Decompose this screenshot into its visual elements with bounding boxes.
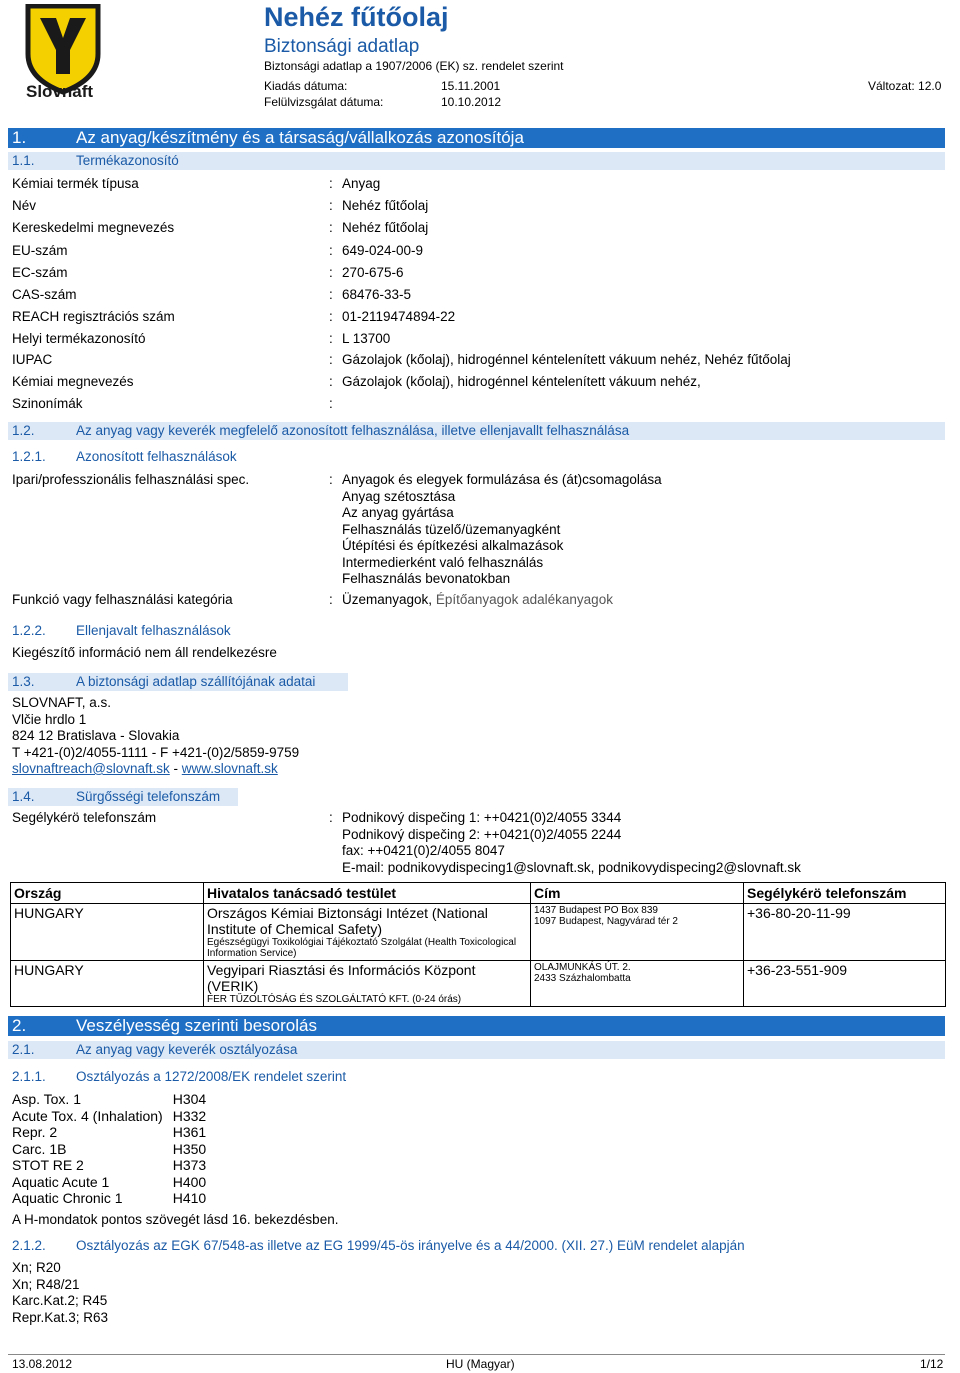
address-cell — [531, 961, 744, 1007]
address-line: 1437 Budapest PO Box 839 — [534, 905, 658, 916]
supplier-line: SLOVNAFT, a.s. — [12, 695, 112, 710]
hazard-statement: H373 — [172, 1157, 207, 1173]
identifier-label: REACH regisztrációs szám — [12, 309, 175, 324]
emergency-line: E-mail: podnikovydispecing1@slovnaft.sk, podnikovydispecing2@slovnaft.sk — [342, 859, 801, 875]
identifier-row — [12, 220, 960, 238]
identifier-row — [12, 243, 960, 261]
supplier-email-link[interactable]: slovnaftreach@slovnaft.sk — [12, 761, 170, 776]
use-item: Útépítési és építkezési alkalmazások — [342, 538, 564, 553]
hazard-class: Aquatic Chronic 1 — [12, 1190, 123, 1206]
emergency-line: fax: ++0421(0)2/4055 8047 — [342, 843, 505, 858]
section-title: Veszélyesség szerinti besorolás — [76, 1016, 317, 1035]
identifier-label: Kémiai termék típusa — [12, 176, 139, 191]
section-title: Sürgősségi telefonszám — [76, 789, 221, 804]
section-title: Termékazonosító — [76, 153, 179, 168]
emergency-line: Podnikový dispečing 2: ++0421(0)2/4055 2244 — [342, 826, 622, 842]
emergency-contacts-table — [10, 882, 946, 1007]
hazard-class: Aquatic Acute 1 — [12, 1173, 110, 1190]
hazard-class: Carc. 1B — [12, 1140, 67, 1157]
identifier-colon: : — [329, 176, 333, 191]
classification-table — [12, 1091, 216, 1207]
hazard-statement: H304 — [172, 1091, 207, 1107]
advisory-body-detail: FER TŰZOLTÓSÁG ÉS SZOLGÁLTATÓ KFT. (0-24 órás) — [207, 994, 462, 1005]
identifier-value: Anyag — [342, 176, 381, 191]
r-phrase: Repr.Kat.3; R63 — [12, 1309, 109, 1325]
table-row — [11, 961, 946, 1007]
use-item: Anyag szétosztása — [342, 488, 456, 504]
section-1-2-1-number: 1.2.1. — [12, 449, 46, 464]
address-cell — [531, 904, 744, 961]
hazard-class: Acute Tox. 4 (Inhalation) — [12, 1107, 163, 1124]
address-line: 1097 Budapest, Nagyvárad tér 2 — [534, 916, 678, 927]
function-label: Funkció vagy felhasználási kategória — [12, 592, 233, 607]
r-phrase: Xn; R20 — [12, 1260, 61, 1275]
no-info-text: Kiegészítő információ nem áll rendelkezésre — [12, 645, 277, 660]
emergency-colon: : — [329, 810, 333, 825]
function-value-1: Üzemanyagok, — [342, 592, 433, 607]
use-item: Intermedierként való felhasználás — [342, 554, 544, 570]
address-line: 2433 Százhalombatta — [534, 973, 631, 984]
section-title: Az anyag vagy keverék osztályozása — [76, 1042, 298, 1057]
phone-cell: +36-23-551-909 — [744, 961, 946, 1007]
section-1-header — [8, 128, 945, 148]
identifier-colon: : — [329, 374, 333, 389]
version-text: Változat: 12.0 — [868, 79, 942, 93]
identifier-value: Nehéz fűtőolaj — [342, 198, 429, 213]
identifier-row — [12, 287, 960, 305]
identifier-row — [12, 265, 960, 283]
r-phrase: Xn; R48/21 — [12, 1276, 80, 1292]
identifier-label: IUPAC — [12, 352, 53, 367]
supplier-contacts — [12, 761, 278, 776]
hazard-class: STOT RE 2 — [12, 1157, 84, 1173]
use-item: Az anyag gyártása — [342, 505, 454, 520]
identifier-colon: : — [329, 198, 333, 213]
supplier-line: T +421-(0)2/4055-1111 - F +421-(0)2/5859-9759 — [12, 744, 300, 760]
identifier-row — [12, 352, 960, 370]
identifier-label: Helyi termékazonosító — [12, 331, 146, 346]
use-item: Felhasználás bevonatokban — [342, 571, 511, 586]
r-phrase: Karc.Kat.2; R45 — [12, 1293, 108, 1308]
identifier-value: Gázolajok (kőolaj), hidrogénnel kéntelenített vákuum nehéz, — [342, 374, 701, 389]
column-header: Segélykérö telefonszám — [744, 883, 946, 904]
section-1-3-header — [8, 673, 348, 691]
identifier-row — [12, 198, 960, 216]
section-title: A biztonsági adatlap szállítójának adatai — [76, 674, 316, 689]
identifier-value: 01-2119474894-22 — [342, 309, 456, 324]
hazard-statement: H350 — [172, 1140, 207, 1157]
issue-date-label: Kiadás dátuma: — [264, 79, 348, 93]
column-header: Hivatalos tanácsadó testület — [204, 883, 531, 904]
emergency-line: Podnikový dispečing 1: ++0421(0)2/4055 3344 — [342, 810, 622, 825]
section-number: 2. — [12, 1016, 27, 1035]
classification-row — [12, 1091, 216, 1108]
identifier-row — [12, 374, 960, 392]
emergency-lines — [342, 810, 801, 876]
issue-date-value: 15.11.2001 — [441, 79, 501, 93]
hazard-statement: H400 — [172, 1173, 207, 1190]
use-item: Felhasználás tüzelő/üzemanyagként — [342, 521, 561, 537]
identifier-value: Nehéz fűtőolaj — [342, 220, 429, 235]
identifier-label: CAS-szám — [12, 287, 77, 302]
identifier-label: Név — [12, 198, 37, 213]
identifier-colon: : — [329, 309, 333, 324]
section-1-2-2-number: 1.2.2. — [12, 623, 46, 638]
function-value-2: Építőanyagok adalékanyagok — [435, 592, 613, 607]
footer-divider — [8, 1354, 945, 1355]
advisory-body-cell — [204, 961, 531, 1007]
classification-row — [12, 1108, 216, 1125]
use-item: Anyagok és elegyek formulázása és (át)csomagolása — [342, 472, 662, 487]
classification-row — [12, 1141, 216, 1158]
classification-row — [12, 1157, 216, 1174]
uses-colon: : — [329, 472, 333, 487]
identifier-label: Szinonímák — [12, 396, 83, 411]
section-1-2-header — [8, 422, 945, 440]
hazard-statement: H332 — [172, 1107, 207, 1124]
identifier-colon: : — [329, 396, 333, 411]
identifier-value: L 13700 — [342, 331, 391, 346]
section-number: 1.3. — [12, 674, 35, 689]
identifier-colon: : — [329, 243, 333, 258]
footer-date: 13.08.2012 — [12, 1357, 73, 1371]
classification-row — [12, 1124, 216, 1141]
identifier-value: Gázolajok (kőolaj), hidrogénnel kéntelenített vákuum nehéz, Nehéz fűtőolaj — [342, 352, 791, 367]
emergency-label: Segélykérö telefonszám — [12, 810, 157, 825]
section-number: 1.2. — [12, 423, 35, 438]
revision-date-label: Felülvizsgálat dátuma: — [264, 95, 384, 109]
section-1-1-header — [8, 152, 945, 170]
footer-page: 1/12 — [920, 1357, 944, 1371]
supplier-line: Vlčie hrdlo 1 — [12, 711, 87, 727]
section-2-header — [8, 1016, 945, 1036]
section-2-1-1-title: Osztályozás a 1272/2008/EK rendelet szerint — [76, 1069, 347, 1084]
identifier-row — [12, 176, 960, 194]
identifier-colon: : — [329, 331, 333, 346]
footer-language: HU (Magyar) — [446, 1357, 515, 1371]
supplier-web-link[interactable]: www.slovnaft.sk — [181, 761, 278, 776]
identifier-colon: : — [329, 220, 333, 235]
column-header: Cím — [531, 883, 744, 904]
phone-cell: +36-80-20-11-99 — [744, 904, 946, 961]
document-title: Nehéz fűtőolaj — [264, 2, 449, 32]
section-1-2-1-title: Azonosított felhasználások — [76, 449, 237, 464]
classification-row — [12, 1174, 216, 1191]
function-value — [342, 592, 613, 607]
section-2-1-2-number: 2.1.2. — [12, 1238, 46, 1253]
identifier-label: EU-szám — [12, 243, 68, 258]
separator: - — [169, 761, 182, 776]
table-header-row — [11, 883, 946, 904]
slovnaft-logo — [8, 4, 118, 106]
identifier-row — [12, 396, 960, 414]
hazard-class: Asp. Tox. 1 — [12, 1091, 82, 1107]
r-phrase-list — [12, 1260, 108, 1326]
table-row — [11, 904, 946, 961]
regulation-text: Biztonsági adatlap a 1907/2006 (EK) sz. rendelet szerint — [264, 59, 564, 73]
hazard-statement: H361 — [172, 1124, 207, 1140]
identifier-label: EC-szám — [12, 265, 68, 280]
country-cell: HUNGARY — [11, 904, 204, 961]
section-1-4-header — [8, 788, 238, 806]
hazard-class: Repr. 2 — [12, 1124, 58, 1140]
function-colon: : — [329, 592, 333, 607]
column-header: Ország — [11, 883, 204, 904]
section-title: Az anyag vagy keverék megfelelő azonosított felhasználása, illetve ellenjavallt felhasználása — [76, 423, 630, 438]
identifier-label: Kémiai megnevezés — [12, 374, 134, 389]
supplier-address — [12, 695, 299, 761]
section-2-1-2-title: Osztályozás az EGK 67/548-as illetve az EG 1999/45-ös irányelve és a 44/2000. (XII. 27.) EüM rendelet alapján — [76, 1238, 745, 1253]
section-2-1-1-number: 2.1.1. — [12, 1069, 46, 1084]
section-number: 1. — [12, 128, 27, 147]
identifier-row — [12, 331, 960, 349]
advisory-body-cell — [204, 904, 531, 961]
advisory-body-name: Vegyipari Riasztási és Információs Központ (VERIK) — [207, 962, 476, 994]
section-title: Az anyag/készítmény és a társaság/vállalkozás azonosítója — [76, 128, 524, 147]
supplier-line: 824 12 Bratislava - Slovakia — [12, 728, 180, 743]
identifier-colon: : — [329, 287, 333, 302]
identifier-value: 68476-33-5 — [342, 287, 412, 302]
advisory-body-detail: Egészségügyi Toxikológiai Tájékoztató Szolgálat (Health Toxicological Information Service) — [207, 937, 517, 959]
classification-row — [12, 1190, 216, 1207]
identifier-colon: : — [329, 352, 333, 367]
identifier-value: 270-675-6 — [342, 265, 404, 280]
identifier-label: Kereskedelmi megnevezés — [12, 220, 175, 235]
section-2-1-header — [8, 1041, 945, 1059]
identifier-row — [12, 309, 960, 327]
section-number: 1.1. — [12, 153, 35, 168]
uses-list — [342, 472, 662, 588]
section-1-2-2-title: Ellenjavalt felhasználások — [76, 623, 231, 638]
section-number: 1.4. — [12, 789, 35, 804]
uses-label: Ipari/professzionális felhasználási spec. — [12, 472, 250, 487]
section-number: 2.1. — [12, 1042, 35, 1057]
identifier-colon: : — [329, 265, 333, 280]
advisory-body-name: Országos Kémiai Biztonsági Intézet (National Institute of Chemical Safety) — [207, 905, 488, 937]
logo-text: Slovnaft — [26, 82, 94, 101]
identifier-value: 649-024-00-9 — [342, 243, 424, 258]
document-subtitle: Biztonsági adatlap — [264, 36, 420, 57]
address-line: OLAJMUNKÁS ÚT. 2. — [534, 962, 631, 973]
country-cell: HUNGARY — [11, 961, 204, 1007]
hazard-statement: H410 — [172, 1190, 207, 1206]
h-phrase-note: A H-mondatok pontos szövegét lásd 16. bekezdésben. — [12, 1212, 339, 1227]
revision-date-value: 10.10.2012 — [441, 95, 502, 109]
